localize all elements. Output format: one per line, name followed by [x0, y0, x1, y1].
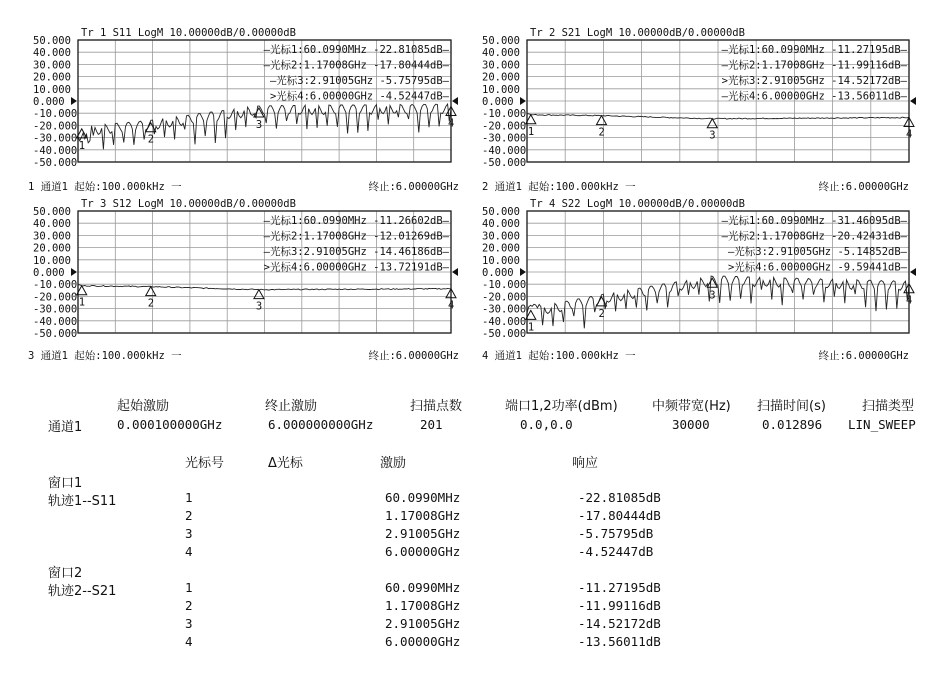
w1-row1-resp: -22.81085dB: [578, 490, 661, 505]
y-tick-label: -10.000: [482, 108, 527, 121]
y-tick-label: -40.000: [33, 144, 78, 157]
marker-number-label: 1: [527, 321, 535, 334]
hdr-sweep-time: 扫描时间(s): [757, 399, 826, 414]
trace-panel-4: [482, 198, 916, 362]
y-tick-label: -30.000: [482, 132, 527, 145]
trace-2-label: 轨迹2--S21: [48, 584, 117, 599]
marker-number-label: 2: [147, 133, 155, 146]
footer-left: 4 通道1 起始:100.000kHz 一: [482, 350, 636, 362]
y-tick-label: 20.000: [482, 71, 520, 84]
w2-row4-stim: 6.00000GHz: [385, 634, 461, 649]
y-tick-label: 50.000: [482, 35, 520, 47]
y-tick-label: 10.000: [482, 83, 520, 96]
w2-row3-resp: -14.52172dB: [578, 616, 661, 631]
y-tick-label: 30.000: [33, 230, 71, 243]
marker-readout: —光标1:60.0990MHz -11.27195dB—: [721, 44, 907, 56]
hdr-sweep-type: 扫描类型: [862, 399, 915, 414]
ref-right-arrow: [910, 268, 916, 276]
w1-row3-no: 3: [185, 526, 193, 541]
ref-left-arrow: [520, 97, 526, 105]
w2-row2-resp: -11.99116dB: [578, 598, 661, 613]
y-tick-label: -10.000: [33, 108, 78, 121]
y-tick-label: 0.000: [482, 96, 514, 108]
w2-row1-no: 1: [185, 580, 193, 595]
y-tick-label: -10.000: [33, 279, 78, 292]
ref-right-arrow: [452, 268, 458, 276]
marker-readout: —光标2:1.17008GHz -17.80444dB—: [263, 59, 449, 72]
ref-left-arrow: [71, 268, 77, 276]
y-tick-label: -20.000: [33, 291, 78, 304]
ref-left-arrow: [520, 268, 526, 276]
marker-number-label: 1: [78, 296, 86, 309]
w2-row1-resp: -11.27195dB: [578, 580, 661, 595]
window-1-label: 窗口1: [48, 476, 83, 491]
marker-readout: —光标3:2.91005GHz -5.75795dB—: [269, 75, 449, 87]
y-tick-label: -50.000: [33, 157, 78, 169]
y-tick-label: -50.000: [482, 157, 527, 169]
marker-triangle: [254, 290, 264, 299]
val-port-power: 0.0,0.0: [520, 417, 573, 432]
w1-row4-resp: -4.52447dB: [578, 544, 654, 559]
y-tick-label: 10.000: [482, 254, 520, 267]
footer-right: 终止:6.00000GHz: [368, 181, 459, 193]
marker-number-label: 2: [598, 126, 605, 139]
ref-right-arrow: [910, 97, 916, 105]
y-tick-label: -40.000: [482, 315, 527, 328]
marker-number-label: 2: [147, 297, 155, 310]
marker-number-label: 4: [448, 299, 455, 312]
y-tick-label: 50.000: [33, 35, 71, 47]
marker-readout: >光标3:2.91005GHz -14.52172dB—: [721, 75, 907, 87]
y-tick-label: 30.000: [33, 59, 71, 72]
marker-number-label: 4: [906, 128, 913, 141]
marker-number-label: 3: [255, 300, 263, 313]
marker-number-label: 4: [906, 294, 913, 307]
ref-right-arrow: [452, 97, 458, 105]
w2-row2-no: 2: [185, 598, 193, 613]
w1-row2-no: 2: [185, 508, 193, 523]
y-tick-label: 40.000: [33, 47, 71, 60]
y-tick-label: 10.000: [33, 83, 71, 96]
y-tick-label: 10.000: [33, 254, 71, 267]
marker-table: [0, 452, 952, 672]
w1-row4-no: 4: [185, 544, 193, 559]
y-tick-label: -30.000: [33, 132, 78, 145]
val-stop-stim: 6.000000000GHz: [268, 417, 374, 432]
trace-panel-1: [28, 27, 459, 193]
y-tick-label: 0.000: [33, 267, 65, 279]
y-tick-label: -40.000: [33, 315, 78, 328]
w1-row1-no: 1: [185, 490, 193, 505]
w1-row2-stim: 1.17008GHz: [385, 508, 461, 523]
trace-panel-3: [28, 198, 459, 362]
marker-readout: —光标3:2.91005GHz -5.14852dB—: [727, 246, 907, 258]
w2-row4-resp: -13.56011dB: [578, 634, 661, 649]
marker-number-label: 3: [709, 289, 716, 302]
y-tick-label: 20.000: [33, 242, 71, 255]
y-tick-label: -10.000: [482, 279, 527, 292]
marker-number-label: 2: [598, 307, 605, 320]
marker-readout: —光标4:6.00000GHz -13.56011dB—: [721, 90, 907, 103]
y-tick-label: -20.000: [33, 120, 78, 133]
y-tick-label: -30.000: [33, 303, 78, 316]
marker-number-label: 4: [448, 117, 455, 130]
w1-row2-resp: -17.80444dB: [578, 508, 661, 523]
footer-right: 终止:6.00000GHz: [818, 181, 909, 193]
val-sweep-time: 0.012896: [762, 417, 823, 432]
ref-left-arrow: [71, 97, 77, 105]
hdr-stimulus: 激励: [380, 456, 407, 471]
y-tick-label: -40.000: [482, 144, 527, 157]
y-tick-label: -50.000: [482, 328, 527, 340]
trace-header: Tr 2 S21 LogM 10.00000dB/0.00000dB: [530, 27, 745, 39]
hdr-marker-no: 光标号: [185, 456, 225, 471]
y-tick-label: 30.000: [482, 59, 520, 72]
marker-readout: >光标4:6.00000GHz -13.72191dB—: [263, 261, 449, 274]
y-tick-label: 30.000: [482, 230, 520, 243]
val-sweep-points: 201: [420, 417, 443, 432]
w2-row2-stim: 1.17008GHz: [385, 598, 461, 613]
marker-triangle: [707, 119, 717, 128]
window-2-label: 窗口2: [48, 566, 83, 581]
trace-1-label: 轨迹1--S11: [48, 494, 117, 509]
y-tick-label: 40.000: [482, 218, 520, 231]
trace-header: Tr 4 S22 LogM 10.00000dB/0.00000dB: [530, 198, 745, 210]
footer-right: 终止:6.00000GHz: [368, 350, 459, 362]
marker-readout: —光标3:2.91005GHz -14.46186dB—: [263, 246, 449, 258]
marker-number-label: 1: [527, 125, 535, 138]
val-sweep-type: LIN_SWEEP: [848, 417, 916, 432]
w2-row3-stim: 2.91005GHz: [385, 616, 461, 631]
hdr-port-power: 端口1,2功率(dBm): [505, 399, 618, 414]
w2-row3-no: 3: [185, 616, 193, 631]
footer-left: 1 通道1 起始:100.000kHz 一: [28, 181, 182, 193]
marker-readout: —光标1:60.0990MHz -22.81085dB—: [263, 44, 449, 56]
y-tick-label: 40.000: [482, 47, 520, 60]
hdr-stop-stim: 终止激励: [265, 399, 318, 414]
y-tick-label: 0.000: [482, 267, 514, 279]
marker-triangle: [596, 116, 606, 125]
y-tick-label: -30.000: [482, 303, 527, 316]
marker-triangle: [146, 287, 156, 296]
trace-header: Tr 3 S12 LogM 10.00000dB/0.00000dB: [81, 198, 296, 210]
y-tick-label: -20.000: [482, 291, 527, 304]
y-tick-label: 0.000: [33, 96, 65, 108]
footer-left: 2 通道1 起始:100.000kHz 一: [482, 181, 636, 193]
w2-row1-stim: 60.0990MHz: [385, 580, 461, 595]
marker-readout: —光标2:1.17008GHz -12.01269dB—: [263, 230, 449, 243]
marker-number-label: 3: [255, 119, 263, 132]
trace-panel-2: [482, 27, 916, 193]
y-tick-label: 50.000: [482, 206, 520, 218]
hdr-if-bw: 中频带宽(Hz): [652, 399, 731, 414]
marker-readout: —光标1:60.0990MHz -11.26602dB—: [263, 215, 449, 227]
marker-readout: >光标4:6.00000GHz -4.52447dB—: [269, 90, 449, 103]
w1-row1-stim: 60.0990MHz: [385, 490, 461, 505]
y-tick-label: -50.000: [33, 328, 78, 340]
marker-readout: —光标1:60.0990MHz -31.46095dB—: [721, 215, 907, 227]
marker-number-label: 1: [78, 139, 86, 152]
y-tick-label: 20.000: [482, 242, 520, 255]
footer-left: 3 通道1 起始:100.000kHz 一: [28, 350, 182, 362]
y-tick-label: 40.000: [33, 218, 71, 231]
marker-number-label: 3: [709, 129, 716, 142]
row-channel-label: 通道1: [48, 420, 83, 435]
hdr-delta-marker: Δ光标: [268, 456, 303, 471]
trace-header: Tr 1 S11 LogM 10.00000dB/0.00000dB: [81, 27, 296, 39]
w2-row4-no: 4: [185, 634, 193, 649]
marker-readout: >光标4:6.00000GHz -9.59441dB—: [727, 261, 907, 274]
w1-row3-resp: -5.75795dB: [578, 526, 654, 541]
hdr-sweep-points: 扫描点数: [410, 399, 463, 414]
footer-right: 终止:6.00000GHz: [818, 350, 909, 362]
w1-row4-stim: 6.00000GHz: [385, 544, 461, 559]
sweep-summary-table: [0, 395, 952, 435]
y-tick-label: 50.000: [33, 206, 71, 218]
marker-readout: —光标2:1.17008GHz -11.99116dB—: [721, 59, 907, 72]
val-start-stim: 0.000100000GHz: [117, 417, 223, 432]
hdr-response: 响应: [572, 456, 599, 471]
hdr-start-stim: 起始激励: [117, 399, 170, 414]
marker-readout: —光标2:1.17008GHz -20.42431dB—: [721, 230, 907, 243]
val-if-bw: 30000: [672, 417, 710, 432]
y-tick-label: 20.000: [33, 71, 71, 84]
w1-row3-stim: 2.91005GHz: [385, 526, 461, 541]
y-tick-label: -20.000: [482, 120, 527, 133]
